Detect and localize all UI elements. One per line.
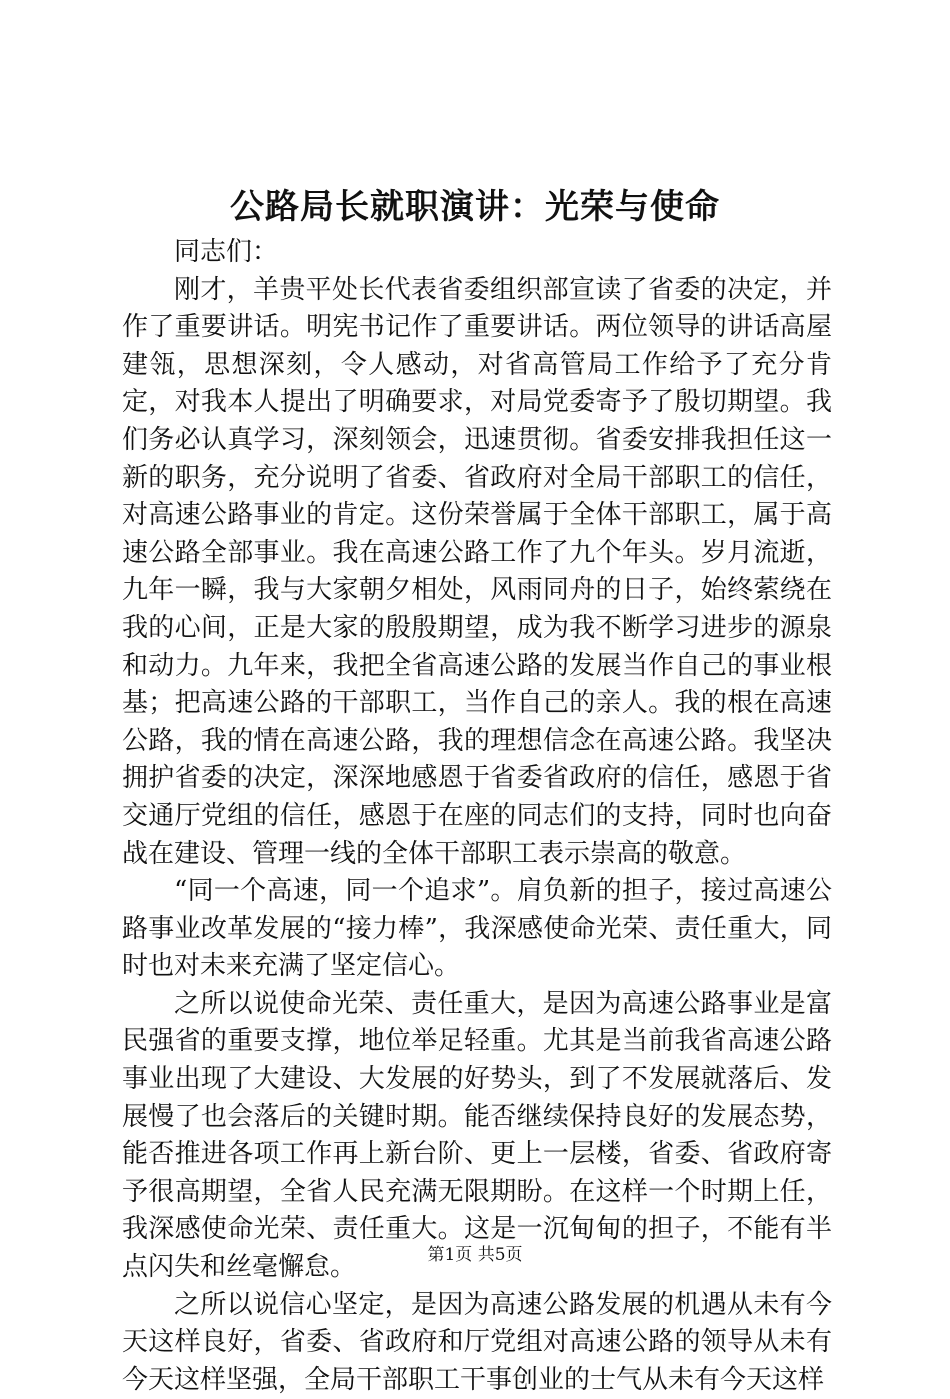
- body-paragraph-4: 之所以说信心坚定，是因为高速公路发展的机遇从未有今天这样良好，省委、省政府和厅党组对高速公路的领导从未有今天这样坚强，全局干部职工干事创业的士气从未有今天这样: [122, 1289, 832, 1395]
- body-paragraph-1: 刚才，羊贵平处长代表省委组织部宣读了省委的决定，并作了重要讲话。明宪书记作了重要讲话。两位领导的讲话高屋建瓴，思想深刻，令人感动，对省高管局工作给予了充分肯定，对我本人提出了明确要求，对局党委寄予了殷切期望。我们务必认真学习，深刻领会，迅速贯彻。省委安排我担任这一新的职务，充分说明了省委、省政府对全局干部职工的信任，对高速公路事业的肯定。这份荣誉属于全体干部职工，属于高速公路全部事业。我在高速公路工作了九个年头。岁月流逝，九年一瞬，我与大家朝夕相处，风雨同舟的日子，始终萦绕在我的心间，正是大家的殷殷期望，成为我不断学习进步的源泉和动力。九年来，我把全省高速公路的发展当作自己的事业根基；把高速公路的干部职工，当作自己的亲人。我的根在高速公路，我的情在高速公路，我的理想信念在高速公路。我坚决拥护省委的决定，深深地感恩于省委省政府的信任，感恩于省交通厅党组的信任，感恩于在座的同志们的支持，同时也向奋战在建设、管理一线的全体干部职工表示崇高的敬意。: [122, 274, 832, 869]
- page-footer: 第1页 共5页: [427, 1245, 523, 1265]
- document-title: 公路局长就职演讲：光荣与使命: [230, 187, 720, 227]
- body-paragraph-2: “同一个高速，同一个追求”。肩负新的担子，接过高速公路事业改革发展的“接力棒”，我深感使命光荣、责任重大，同时也对未来充满了坚定信心。: [122, 876, 832, 982]
- salutation: 同志们：: [174, 237, 279, 267]
- body-paragraph-3: 之所以说使命光荣、责任重大，是因为高速公路事业是富民强省的重要支撑，地位举足轻重。尤其是当前我省高速公路事业出现了大建设、大发展的好势头，到了不发展就落后、发展慢了也会落后的关键时期。能否继续保持良好的发展态势，能否推进各项工作再上新台阶、更上一层楼，省委、省政府寄予很高期望，全省人民充满无限期盼。在这样一个时期上任，我深感使命光荣、责任重大。这是一沉甸甸的担子，不能有半点闪失和丝毫懈怠。: [122, 988, 832, 1283]
- document-body: [122, 234, 832, 1399]
